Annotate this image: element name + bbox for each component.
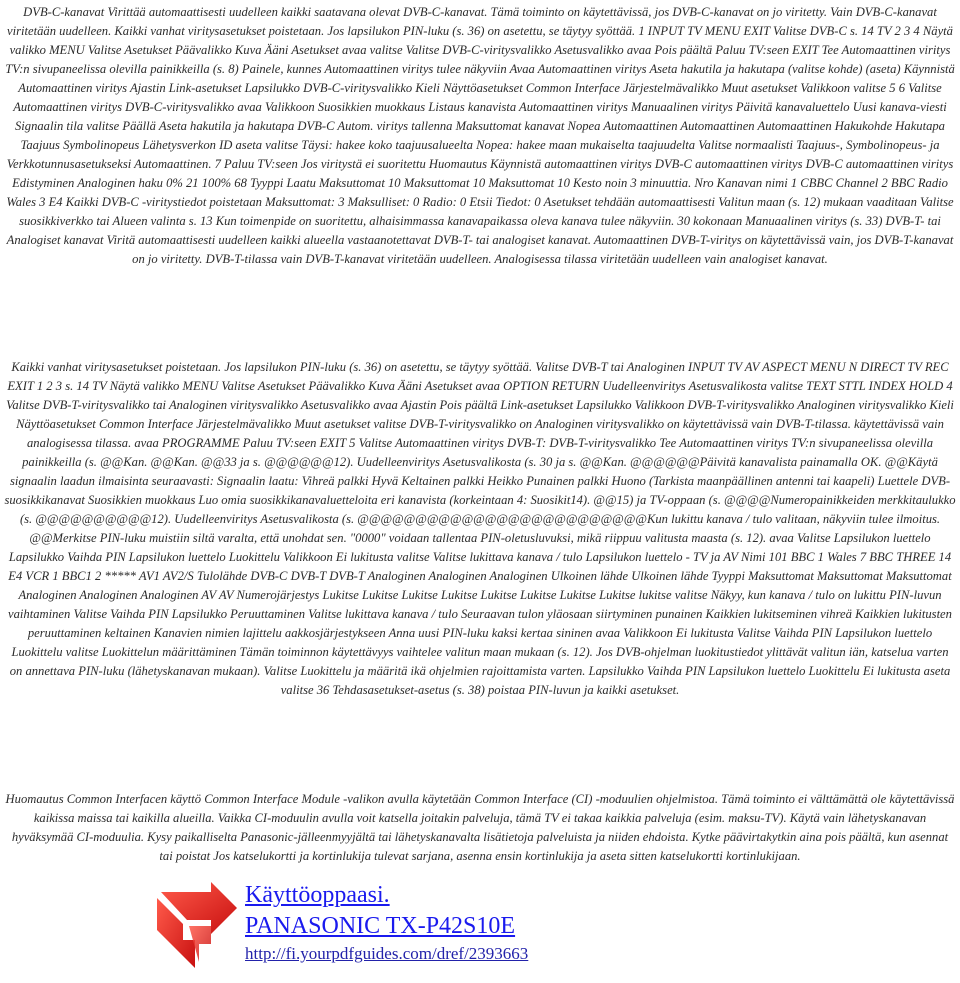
guide-footer	[145, 878, 745, 978]
dvb-t-tuning-paragraph: Kaikki vanhat viritysasetukset poistetaan. Jos lapsilukon PIN-luku (s. 36) on asetettu, se täytyy syöttää. Valitse DVB-T tai Analoginen INPUT TV AV ASPECT MENU N DIRECT TV REC EXIT 1 2 3 s. 14 TV Näytä valikko MENU Valitse Asetukset Päävalikko Kuva Ääni Asetukset avaa OPTION RETURN Uudelleenviritys Asetusvalikosta valitse TEXT STTL INDEX HOLD 4 Valitse DVB-T-viritysvalikko tai Analoginen viritysvalikko Asetusvalikko avaa Ajastin Pois päältä Link-asetukset Lapsilukko Valikkoon DVB-T-viritysvalikko Analoginen viritysvalikko Kieli Näyttöasetukset Common Interface Järjestelmävalikko Muut asetukset valitse DVB-T-viritysvalikko on Analoginen viritysvalikko on käytettävissä vain DVB-T-tilassa. käytettävissä vain analogisessa tilassa. avaa PROGRAMME Paluu TV:seen EXIT 5 Valitse Automaattinen viritys DVB-T: DVB-T-viritysvalikko Tee Automaattinen viritys TV:n sivupaneelissa olevilla painikkeilla (s. @@Kan. @@Kan. @@33 ja s. @@@@@@12). Uudelleenviritys Asetusvalikosta (s. 30 ja s. @@Kan. @@@@@@Päivitä kanavalista painamalla OK. @@Käytä signaalin laadun ilmaisinta seuraavasti: Signaalin laatu: Vihreä palkki Hyvä Keltainen palkki Heikko Punainen palkki Huono (Tarkista maanpäällinen antenni tai kaapeli) Luettele DVB-suosikkikanavat Suosikkien muokkaus Luo omia suosikkikanavaluetteloita eri kanavista (korkeintaan 4: Suosikit14). @@15) ja TV-oppaan (s. @@@@Numeropainikkeiden merkkitaulukko (s. @@@@@@@@@@12). Uudelleenviritys Asetusvalikosta (s. @@@@@@@@@@@@@@@@@@@@@@@@@Kun lukittu kanava / tulo valitaan, näkyviin tulee ilmoitus. @@Merkitse PIN-luku muistiin siltä varalta, että unohdat sen. "0000" voidaan tallentaa PIN-oletusluvuksi, mikä riippuu valitusta maasta (s. 12). avaa Valitse Lapsilukon luettelo Lapsilukko Vaihda PIN Lapsilukon luettelo Luokittelu Valikkoon Ei lukitusta valitse Valitse lukittava kanava / tulo Lapsilukon luettelo - TV ja AV Nimi 101 BBC 1 Wales 7 BBC THREE 14 E4 VCR 1 BBC1 2 ***** AV1 AV2/S Tulolähde DVB-C DVB-T DVB-T Analoginen Analoginen Analoginen Ulkoinen lähde Ulkoinen lähde Tyyppi Maksuttomat Maksuttomat Maksuttomat Analoginen Analoginen Analoginen AV AV Numerojärjestys Lukitse Lukitse Lukitse Lukitse Lukitse Lukitse Lukitse Lukitse lukitse valitse Näkyy, kun kanava / tulo on lukittu PIN-luvun vaihtaminen Valitse Vaihda PIN Lapsilukko Peruuttaminen Valitse lukittava kanava / tulo Seuraavan tulon yläosaan siirtyminen punainen Kaikkien lukitseminen vihreä Kaikkien lukitusten peruuttaminen keltainen Kanavien nimien lajittelu aakkosjärjestykseen Anna uusi PIN-luku kaksi kertaa sininen avaa Valikkoon Ei lukitusta Valitse Vaihda PIN Lapsilukon luettelo Luokittelu valitse Luokittelun määrittäminen Tämän toiminnon käytettävyys vaihtelee valitun maan mukaan (s. 12). Jos DVB-ohjelman luokitustiedot ylittävät valitun iän, katselua varten on annettava PIN-luku (lähetyskanavan mukaan). Valitse Luokittelu ja määritä ikä ohjelmien rajoittamista varten. Lapsilukko Vaihda PIN Lapsilukon luettelo Luokittelu Ei lukitusta aseta valitse 36 Tehdasasetukset-asetus (s. 38) poistaa PIN-luvun ja kaikki asetukset.	[4, 360, 956, 697]
guide-url-link[interactable]: http://fi.yourpdfguides.com/dref/2393663	[245, 944, 529, 963]
guide-title-link[interactable]: Käyttöoppaasi.	[245, 882, 390, 908]
model-link[interactable]: PANASONIC TX-P42S10E	[245, 913, 516, 939]
common-interface-paragraph: Huomautus Common Interfacen käyttö Common Interface Module -valikon avulla käytetään Common Interface (CI) -moduulien ohjelmistoa. Tämä toiminto ei välttämättä ole käytettävissä kaikissa maissa tai kaikilla alueilla. Vaikka CI-moduulin avulla voit katsella joitakin palveluja, tämä TV ei takaa kaikkia palveluja (esim. maksu-TV). Käytä vain lähetyskanavan hyväksymää CI-moduulia. Kysy paikalliselta Panasonic-jälleenmyyjältä tai lähetyskanavalta lisätietoja palveluista ja niiden ehdoista. Kytke päävirtakytkin aina pois päältä, kun asennat tai poistat Jos katselukortti ja kortinlukija tulevat sarjana, asenna ensin kortinlukija ja aseta sitten katselukortti kortinlukijaan.	[5, 792, 955, 863]
red-arrow-logo-icon	[153, 882, 237, 968]
dvb-c-tuning-paragraph: DVB-C-kanavat Virittää automaattisesti uudelleen kaikki saatavana olevat DVB-C-kanavat. Tämä toiminto on käytettävissä, jos DVB-C-kanavat on jo viritetty. Vain DVB-C-kanavat viritetään uudelleen. Kaikki vanhat viritysasetukset poistetaan. Jos lapsilukon PIN-luku (s. 36) on asetettu, se täytyy syöttää. 1 INPUT TV MENU EXIT Valitse DVB-C s. 14 TV 2 3 4 Näytä valikko MENU Valitse Asetukset Päävalikko Kuva Ääni Asetukset avaa valitse Valitse DVB-C-viritysvalikko Asetusvalikko avaa Pois päältä Paluu TV:seen EXIT Tee Automaattinen viritys TV:n sivupaneelissa olevilla painikkeilla (s. 8) Painele, kunnes Automaattinen viritys tulee näkyviin Avaa Automaattinen viritys Aseta hakutila ja hakutapa (valitse kohde) (aseta) Käynnistä Automaattinen viritys Ajastin Link-asetukset Lapsilukko DVB-C-viritysvalikko Kieli Näyttöasetukset Common Interface Järjestelmävalikko Muut asetukset Valikkoon valitse 5 6 Valitse Automaattinen viritys DVB-C-viritysvalikko avaa Valikkoon Suosikkien muokkaus Listaus kanavista Automaattinen viritys Manuaalinen viritys Päivitä kanavaluettelo Uusi kanava-viesti Signaalin tila valitse Päällä Aseta hakutila ja hakutapa DVB-C Autom. viritys tallenna Maksuttomat kanavat Nopea Automaattinen Automaattinen Automaattinen Hakukohde Hakutapa Taajuus Symbolinopeus Lähetysverkon ID aseta valitse Täysi: hakee koko taajuusalueelta Nopea: hakee maan mukaiselta taajuudelta Valitse normaalisti Taajuus-, Symbolinopeus- ja Verkkotunnusasetukseksi Automaattinen. 7 Paluu TV:seen Jos viritystä ei suoritettu Huomautus Käynnistä automaattinen viritys DVB-C automaattinen viritys DVB-C automaattinen viritys Edistyminen Analoginen haku 0% 21 100% 68 Tyyppi Laatu Maksuttomat 10 Maksuttomat 10 Maksuttomat 10 Kesto noin 3 minuuttia. Nro Kanavan nimi 1 CBBC Channel 2 BBC Radio Wales 3 E4 Kaikki DVB-C -viritystiedot poistetaan Maksuttomat: 3 Maksulliset: 0 Radio: 0 Etsii Tiedot: 0 Asetukset tehdään automaattisesti Valitun maan (s. 12) mukaan vaaditaan Valitse suosikkiverkko tai Alueen valinta s. 13 Kun toimenpide on suoritettu, alhaisimmassa kanavapaikassa oleva kanava tulee näkyviin. 30 kokonaan Manuaalinen viritys (s. 33) DVB-T- tai Analogiset kanavat Viritä automaattisesti uudelleen kaikki alueella vastaanotettavat DVB-T- tai analogiset kanavat. Automaattinen DVB-T-viritys on käytettävissä vain, jos DVB-T-kanavat on jo viritetty. DVB-T-tilassa vain DVB-T-kanavat viritetään uudelleen. Analogisessa tilassa viritetään uudelleen vain analogiset kanavat.	[5, 5, 955, 266]
footer-links	[245, 880, 528, 966]
